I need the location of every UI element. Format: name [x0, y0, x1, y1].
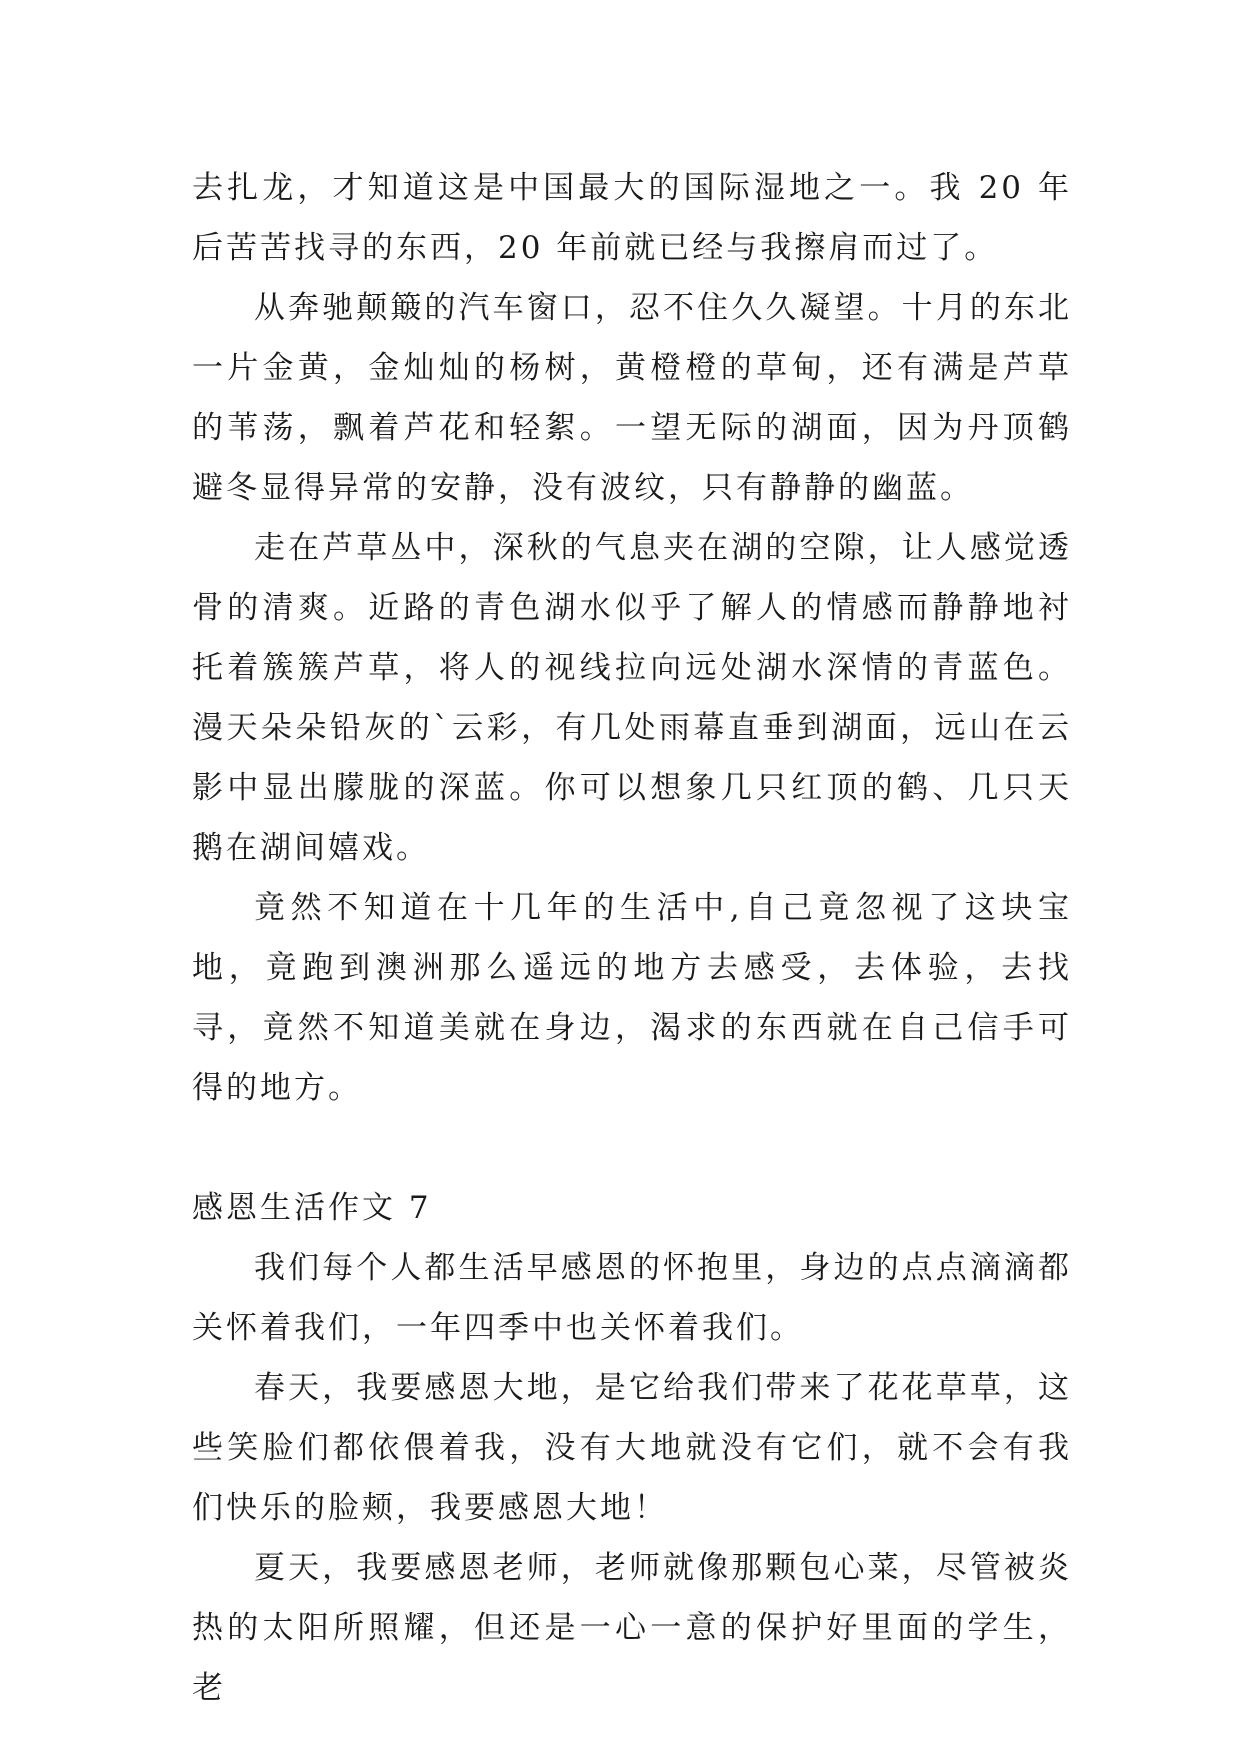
section-spacer [192, 1118, 1072, 1178]
section-title: 感恩生活作文 7 [192, 1190, 432, 1226]
paragraph: 竟然不知道在十几年的生活中,自己竟忽视了这块宝地，竟跑到澳洲那么遥远的地方去感受，去体验，去找寻，竟然不知道美就在身边，渴求的东西就在自己信手可得的地方。 [192, 890, 1072, 1106]
paragraph: 夏天，我要感恩老师，老师就像那颗包心菜，尽管被炎热的太阳所照耀，但还是一心一意的保护好里面的学生，老 [192, 1550, 1072, 1706]
paragraph-continuation: 去扎龙，才知道这是中国最大的国际湿地之一。我 20 年后苦苦找寻的东西，20 年前就已经与我擦肩而过了。 [192, 170, 1072, 266]
document-body [192, 158, 1072, 1718]
paragraph: 我们每个人都生活早感恩的怀抱里，身边的点点滴滴都关怀着我们，一年四季中也关怀着我们。 [192, 1250, 1072, 1346]
paragraph: 从奔驰颠簸的汽车窗口，忍不住久久凝望。十月的东北一片金黄，金灿灿的杨树，黄橙橙的草甸，还有满是芦草的苇荡，飘着芦花和轻絮。一望无际的湖面，因为丹顶鹤避冬显得异常的安静，没有波纹，只有静静的幽蓝。 [192, 290, 1072, 506]
paragraph: 走在芦草丛中，深秋的气息夹在湖的空隙，让人感觉透骨的清爽。近路的青色湖水似乎了解人的情感而静静地衬托着簇簇芦草，将人的视线拉向远处湖水深情的青蓝色。漫天朵朵铅灰的`云彩，有几处雨幕直垂到湖面，远山在云影中显出朦胧的深蓝。你可以想象几只红顶的鹤、几只天鹅在湖间嬉戏。 [192, 530, 1072, 866]
paragraph: 春天，我要感恩大地，是它给我们带来了花花草草，这些笑脸们都依偎着我，没有大地就没有它们，就不会有我们快乐的脸颊，我要感恩大地！ [192, 1370, 1072, 1526]
